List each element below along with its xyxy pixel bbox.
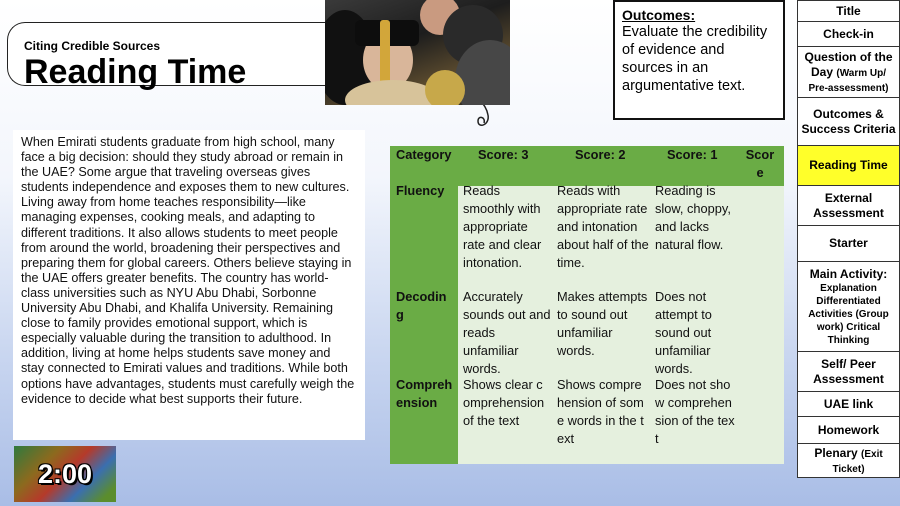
nav-item-homework[interactable] [797, 417, 900, 444]
nav-item-label [800, 50, 897, 95]
rubric-category-comprehension: Comprehension [396, 377, 453, 410]
nav-item-label-main: Main Activity: [809, 266, 888, 281]
nav-item-check-in[interactable] [797, 22, 900, 47]
nav-item-label: Homework [817, 422, 880, 437]
outcomes-box [613, 0, 785, 120]
rubric-cell: Makes attempts to sound out unfamiliar words. [557, 289, 648, 358]
nav-item-title[interactable] [797, 0, 900, 22]
nav-item-reading-time[interactable] [797, 146, 900, 186]
nav-item-label-small: (Exit Ticket) [832, 448, 883, 475]
nav-item-external-assessment[interactable] [797, 186, 900, 226]
rubric-header-score2: Score: 2 [575, 147, 626, 162]
countdown-timer [14, 446, 116, 502]
rubric-category-decoding: Decoding [396, 289, 447, 322]
nav-item-plenary[interactable] [797, 444, 900, 478]
rubric-cell: Does not attempt to sound out unfamiliar words. [655, 289, 712, 376]
rubric-cell: Reads with appropriate rate and intonation about half of the time. [557, 183, 649, 270]
reading-rubric-table [390, 146, 784, 464]
rubric-header-score1: Score: 1 [667, 147, 718, 162]
nav-item-label: External Assessment [813, 190, 884, 220]
nav-item-label [800, 446, 897, 476]
nav-item-uae-link[interactable] [797, 392, 900, 417]
rubric-category-column [390, 186, 458, 464]
nav-item-label-main: Plenary [814, 445, 858, 460]
nav-item-label-main: Question of the Day [804, 49, 893, 79]
rubric-cell: Does not show comprehension of the text [655, 377, 735, 446]
reading-passage: When Emirati students graduate from high school, many face a big decision: should they study abroad or remain in the UAE? Some argue that traveling overseas gives students independence and exposes them to new cultures. Living away from home teaches responsibility—like managing expenses, cooking meals, and adapting to different traditions. It also allows students to meet people from around the world, broadening their perspectives and preparing them for global careers. Others believe staying in the UAE offers greater benefits. The country has world-class universities such as NYU Abu Dhabi, Sorbonne University Abu Dhabi, and Khalifa University. Remaining close to family provides emotional support, which is especially valuable during the transition to adulthood. In addition, living at home helps students save money and stay connected to Emirati values and traditions. While both options have advantages, students must carefully weigh the evidence to decide what best supports their future. [13, 130, 365, 440]
nav-item-self-peer-assessment[interactable] [797, 352, 900, 392]
lesson-nav [797, 0, 900, 478]
rubric-header-category: Category [396, 147, 452, 162]
nav-item-label: Outcomes & Success Criteria [801, 106, 896, 136]
nav-item-label: Starter [829, 236, 868, 250]
outcomes-heading: Outcomes: [622, 7, 696, 23]
rubric-cell: Reads smoothly with appropriate rate and clear intonation. [463, 183, 542, 270]
nav-item-starter[interactable] [797, 226, 900, 262]
nav-item-question-of-the-day[interactable] [797, 47, 900, 98]
rubric-category-fluency: Fluency [396, 183, 445, 198]
rubric-cell: Reading is slow, choppy, and lacks natural flow. [655, 183, 731, 252]
graduation-photo [325, 0, 510, 105]
nav-item-main-activity[interactable] [797, 262, 900, 352]
rubric-header-score: Score [745, 147, 775, 180]
title-card [7, 22, 337, 91]
lesson-subtitle: Citing Credible Sources [24, 39, 161, 53]
rubric-cell: Accurately sounds out and reads unfamiliar words. [463, 289, 551, 376]
rubric-header-score3: Score: 3 [478, 147, 529, 162]
timer-value: 2:00 [37, 458, 93, 489]
outcomes-text: Evaluate the credibility of evidence and sources in an argumentative text. [622, 24, 768, 94]
nav-item-label-small: (Warm Up/ Pre-assessment) [808, 67, 889, 94]
nav-item-label: Reading Time [809, 158, 888, 172]
rubric-cell: Shows clear comprehension of the text [463, 377, 545, 428]
page-title: Reading Time [24, 53, 247, 91]
nav-item-outcomes[interactable] [797, 98, 900, 146]
nav-item-label: Self/ Peer Assessment [813, 356, 884, 386]
nav-item-label: Title [836, 3, 861, 18]
nav-item-label: UAE link [823, 396, 874, 411]
nav-item-label-small: Explanation Differentiated Activities (Group work) Critical Thinking [808, 282, 889, 346]
nav-item-label: Check-in [823, 26, 874, 41]
rubric-cell: Shows comprehension of some words in the text [557, 377, 644, 446]
